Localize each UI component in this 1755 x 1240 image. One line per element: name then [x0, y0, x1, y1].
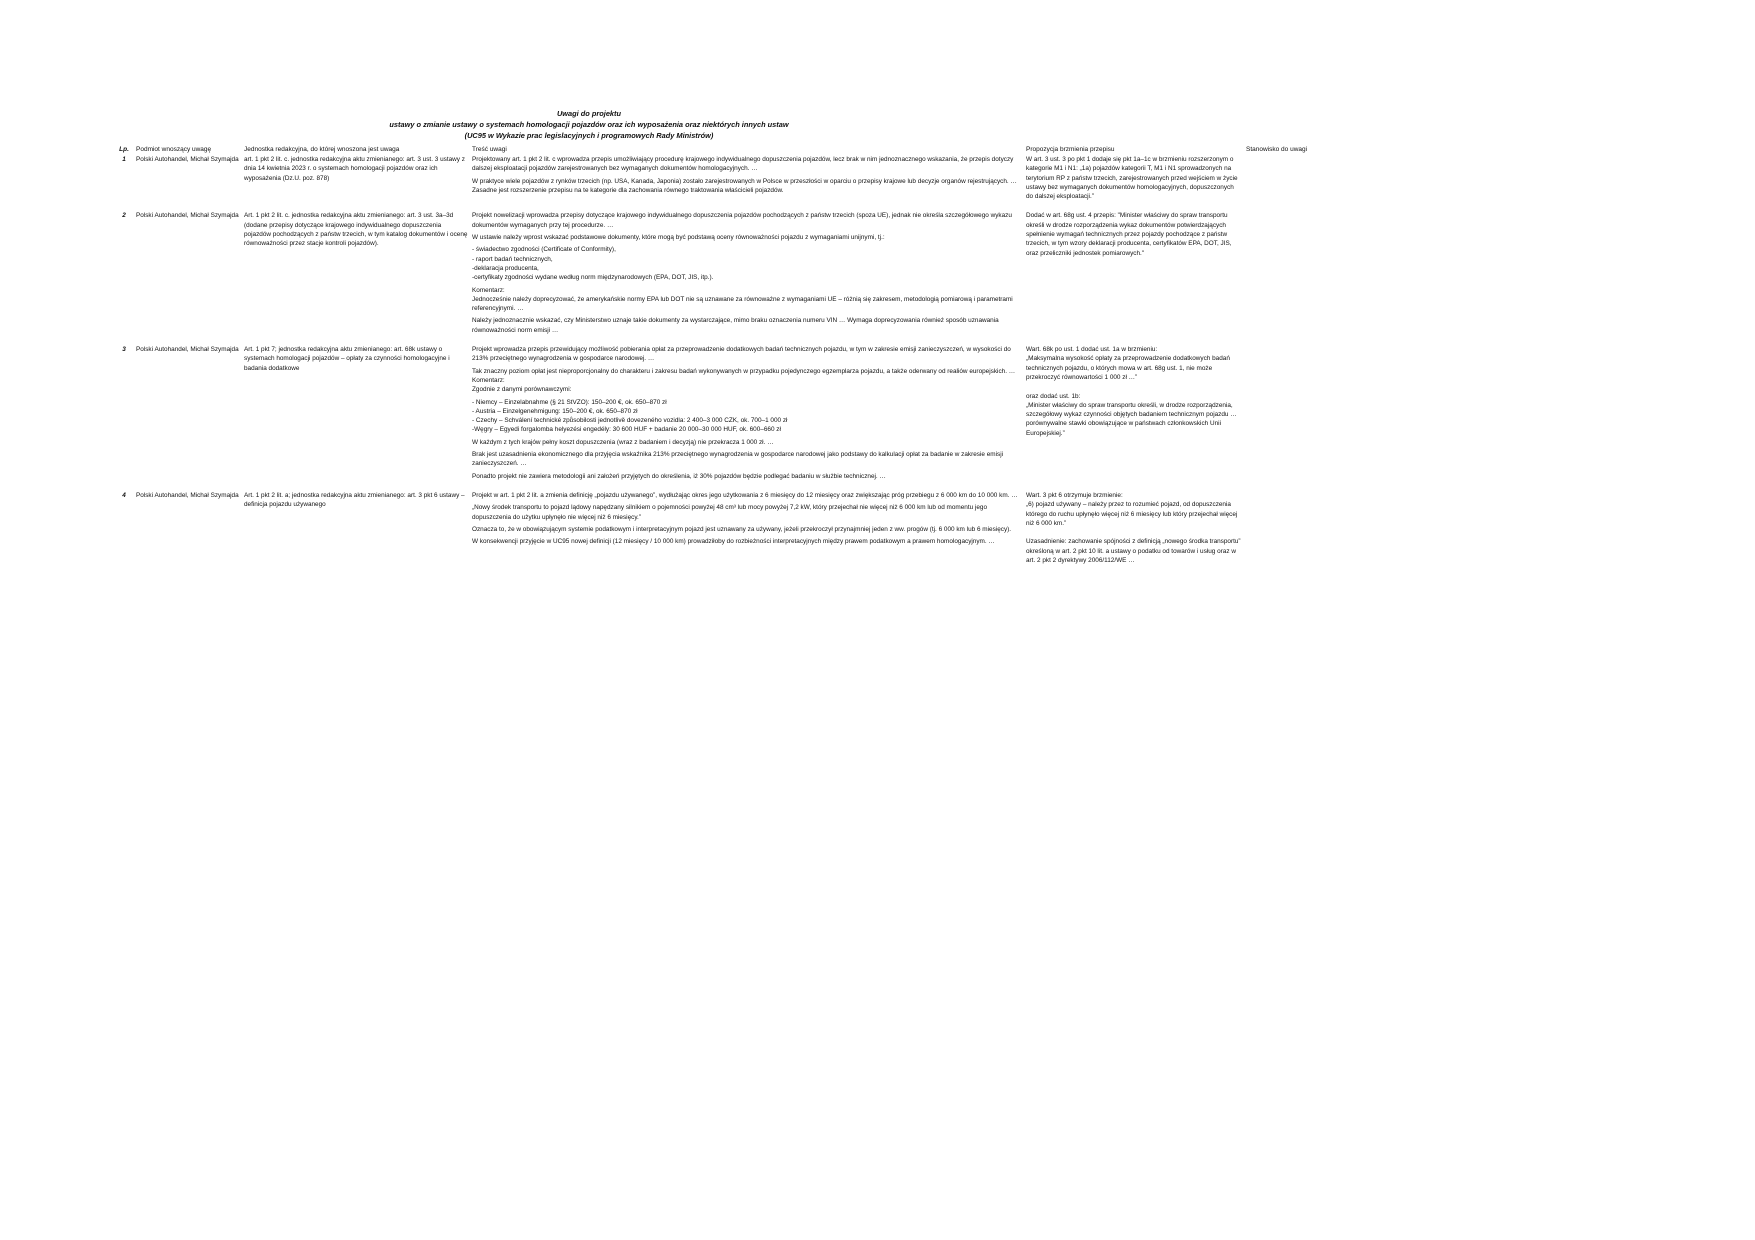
document-page	[114, 108, 1314, 574]
comment-paragraph: „Nowy środek transportu to pojazd lądowy napędzany silnikiem o pojemności powyżej 48 cm³ lub mocy powyżej 7,2 kW, który przejechał nie więcej niż 6 000 km lub od momentu jego dopuszczenia do użytku upłynęło nie więcej niż 6 miesięcy.”	[472, 504, 988, 521]
row-lp-text: 3	[122, 346, 126, 354]
header-proposal: Propozycja brzmienia przepisu	[1026, 146, 1115, 153]
row-submitter-text: Polski Autohandel, Michał Szymajda	[136, 212, 239, 220]
row-proposal	[1024, 154, 1244, 210]
comment-paragraph: Komentarz: Jednocześnie należy doprecyzować, że amerykańskie normy EPA lub DOT nie są uznawane za równoważne z wymaganiami UE – różnią się zakresem, metodologią pomiarową i parametrami referencyjnymi. …	[472, 286, 1013, 313]
header-position: Stanowisko do uwagi	[1246, 146, 1308, 153]
row-lp	[114, 344, 134, 490]
row-submitter	[134, 154, 242, 210]
row-comment	[470, 210, 1024, 344]
header-unit: Jednostka redakcyjna, do której wnoszona jest uwaga	[244, 146, 400, 153]
row-submitter-text: Polski Autohandel, Michał Szymajda	[136, 156, 239, 163]
document-title: Uwagi do projektu	[556, 109, 622, 118]
row-unit	[242, 344, 470, 490]
row-proposal-text: Dodać w art. 68g ust. 4 przepis: "Minister właściwy do spraw transportu określi w drodze rozporządzenia wykaz dokumentów potwierdzających spełnienie wymagań technicznych przez pojazdy pochodzące z państw trzecich, w tym wzory deklaracji producenta, certyfikatów EPA, DOT, JIS, oraz przeliczniki jednostek pomiarowych."	[1026, 212, 1232, 257]
row-submitter	[134, 210, 242, 344]
document-subtitle: ustawy o zmianie ustawy o systemach homologacji pojazdów oraz ich wyposażenia oraz niektórych innych ustaw	[389, 120, 789, 129]
row-proposal-text: W art. 3 ust. 3 po pkt 1 dodaje się pkt 1a–1c w brzmieniu rozszerzonym o kategorie M1 i N1: „1a) pojazdów kategorii T, M1 i N1 sprowadzonych na terytorium RP z państw trzecich, zarejestrowanych przed wejściem w życie ustawy bez wymaganych dokumentów homologacyjnych, dopuszczonych do dalszej eksploatacji.”	[1026, 156, 1238, 201]
row-proposal-text: Wart. 3 pkt 6 otrzymuje brzmienie: „6) pojazd używany – należy przez to rozumieć pojazd, od dopuszczenia którego do ruchu upłynęło więcej niż 6 miesięcy lub który przejechał więcej niż 6 000 km.” Uzasadnienie: zachowanie spójności z definicją „nowego środka transportu” określoną w art. 2 pkt 10 lit. a ustawy o podatku od towarów i usług oraz w art. 2 pkt 2 dyrektywy 2006/112/WE …	[1026, 491, 1241, 564]
row-lp-text: 2	[122, 212, 126, 220]
row-unit	[242, 490, 470, 574]
table-row	[114, 154, 1314, 210]
row-position	[1244, 210, 1314, 344]
row-position	[1244, 490, 1314, 574]
comment-paragraph: W ustawie należy wprost wskazać podstawowe dokumenty, które mogą być podstawą oceny równoważności pojazdu z wymaganiami unijnymi, tj.:	[472, 234, 885, 242]
row-proposal	[1024, 210, 1244, 344]
comments-table	[114, 145, 1314, 574]
comment-paragraph: W konsekwencji przyjęcie w UC95 nowej definicji (12 miesięcy / 10 000 km) prowadziłoby do rozbieżności interpretacyjnych między prawem podatkowym a prawem homologacyjnym. …	[472, 538, 995, 546]
row-submitter	[134, 344, 242, 490]
row-comment	[470, 154, 1024, 210]
table-header-row	[114, 145, 1314, 154]
row-submitter	[134, 490, 242, 574]
comment-paragraph: - Niemcy – Einzelabnahme (§ 21 StVZO): 150–200 €, ok. 650–870 zł - Austria – Einzelgenehmigung: 150–200 €, ok. 650–870 zł - Czechy – Schválení technické způsobilosti jednotlivě dovezeného vozidla: 2 400–3 000 CZK, ok. 700–1 000 zł -Węgry – Egyedi forgalomba helyezési engedély: 30 600 HUF + badanie 20 000–30 000 HUF, ok. 600–660 zł	[472, 398, 788, 434]
table-row	[114, 344, 1314, 490]
row-lp	[114, 154, 134, 210]
row-submitter-text: Polski Autohandel, Michał Szymajda	[136, 346, 239, 354]
row-proposal	[1024, 490, 1244, 574]
header-comment: Treść uwagi	[472, 146, 507, 153]
row-unit-text: Art. 1 pkt 7; jednostka redakcyjna aktu zmienianego: art. 68k ustawy o systemach homologacji pojazdów – opłaty za czynności homologacyjne i badania dodatkowe	[244, 346, 450, 372]
row-unit	[242, 154, 470, 210]
row-lp	[114, 490, 134, 574]
comment-paragraph: Tak znaczny poziom opłat jest nieproporcjonalny do charakteru i zakresu badań wykonywanych w przypadku pojedynczego egzemplarza pojazdu, a także oderwany od realiów europejskich. … Komentarz: Zgodnie z danymi porównawczymi:	[472, 367, 1016, 394]
row-lp-text: 4	[122, 491, 126, 499]
table-body	[114, 154, 1314, 574]
comment-paragraph: Oznacza to, że w obowiązującym systemie podatkowym i interpretacyjnym pojazd jest uznawany za używany, jeżeli przekroczył przynajmniej jeden z ww. progów (tj. 6 000 km lub 6 miesięcy).	[472, 525, 1012, 533]
header-submitter: Podmiot wnoszący uwagę	[136, 146, 212, 153]
document-title-block	[264, 108, 914, 141]
row-unit	[242, 210, 470, 344]
comment-paragraph: Projekt nowelizacji wprowadza przepisy dotyczące krajowego indywidualnego dopuszczenia pojazdów pochodzących z państw trzecich (spoza UE), jednak nie określa szczegółowego wykazu dokumentów wymaganych przy tej procedurze. …	[472, 212, 1012, 229]
comment-paragraph: Projekt w art. 1 pkt 2 lit. a zmienia definicję „pojazdu używanego”, wydłużając okres jego użytkowania z 6 miesięcy do 12 miesięcy oraz zwiększając próg przebiegu z 6 000 km do 10 000 km. …	[472, 491, 1018, 499]
row-position	[1244, 154, 1314, 210]
row-lp	[114, 210, 134, 344]
row-lp-text: 1	[122, 156, 126, 163]
comment-paragraph: Brak jest uzasadnienia ekonomicznego dla przyjęcia wskaźnika 213% przeciętnego wynagrodzenia w gospodarce narodowej jako podstawy do kalkulacji opłat za badanie w zakresie emisji zanieczyszczeń. …	[472, 451, 1004, 468]
row-proposal	[1024, 344, 1244, 490]
row-position	[1244, 344, 1314, 490]
row-unit-text: art. 1 pkt 2 lit. c. jednostka redakcyjna aktu zmienianego: art. 3 ust. 3 ustawy z dnia 14 kwietnia 2023 r. o systemach homologacji pojazdów oraz ich wyposażenia (Dz.U. poz. 878)	[244, 156, 465, 182]
comment-paragraph: W każdym z tych krajów pełny koszt dopuszczenia (wraz z badaniem i decyzją) nie przekracza 1 000 zł. …	[472, 438, 774, 446]
row-comment	[470, 490, 1024, 574]
comment-paragraph: Projekt wprowadza przepis przewidujący możliwość pobierania opłat za przeprowadzenie dodatkowych badań technicznych pojazdu, w tym w zakresie emisji zanieczyszczeń, w wysokości do 213% przeciętnego wynagrodzenia w gospodarce narodowej. …	[472, 346, 1011, 363]
comment-paragraph: Ponadto projekt nie zawiera metodologii ani założeń przyjętych do określenia, iż 30% pojazdów będzie podlegać badaniu w służbie technicznej. …	[472, 472, 886, 480]
table-row	[114, 490, 1314, 574]
comment-paragraph: - świadectwo zgodności (Certificate of Conformity), - raport badań technicznych, -deklaracja producenta, -certyfikaty zgodności wydane według norm międzynarodowych (EPA, DOT, JIS, itp.).	[472, 246, 714, 282]
row-comment	[470, 344, 1024, 490]
table-row	[114, 210, 1314, 344]
row-unit-text: Art. 1 pkt 2 lit. a; jednostka redakcyjna aktu zmienianego: art. 3 pkt 6 ustawy – definicja pojazdu używanego	[244, 491, 465, 509]
row-proposal-text: Wart. 68k po ust. 1 dodać ust. 1a w brzmieniu: „Maksymalna wysokość opłaty za przeprowadzenie dodatkowych badań technicznych pojazdu, o których mowa w art. 68g ust. 1, nie może przekroczyć równowartości 1 000 zł …” oraz dodać ust. 1b: „Minister właściwy do spraw transportu określi, w drodze rozporządzenia, szczegółowy wykaz czynności objętych badaniem technicznym pojazdu … porównywalne stawki obowiązujące w państwach członkowskich Unii Europejskiej.”	[1026, 346, 1237, 437]
comment-paragraph: Projektowany art. 1 pkt 2 lit. c wprowadza przepis umożliwiający procedurę krajowego indywidualnego dopuszczenia pojazdów, lecz brak w nim jednoznacznego wskazania, że przepis dotyczy dalszej eksploatacji pojazdów zarejestrowanych bez wymaganych dokumentów homologacyjnych. …	[472, 156, 1014, 173]
row-unit-text: Art. 1 pkt 2 lit. c. jednostka redakcyjna aktu zmienianego: art. 3 ust. 3a–3d (dodane przepisy dotyczące krajowego indywidualnego dopuszczenia pojazdów pochodzących z państw trzecich, w tym katalog dokumentów i ocenę równoważności przez stacje kontroli pojazdów).	[244, 212, 468, 248]
row-submitter-text: Polski Autohandel, Michał Szymajda	[136, 491, 239, 499]
comment-paragraph: W praktyce wiele pojazdów z rynków trzecich (np. USA, Kanada, Japonia) zostało zarejestrowanych w Polsce w przeszłości w oparciu o przepisy krajowe lub decyzje organów rejestrujących. … Zasadne jest rozszerzenie przepisu na te kategorie dla zachowania równego traktowania właścicieli pojazdów.	[472, 177, 1017, 194]
header-lp: Lp.	[119, 146, 129, 153]
comment-paragraph: Należy jednoznacznie wskazać, czy Ministerstwo uznaje takie dokumenty za wystarczające, mimo braku oznaczenia numeru VIN … Wymaga doprecyzowania również sposób uznawania równoważności norm emisji …	[472, 317, 999, 334]
document-reference: (UC95 w Wykazie prac legislacyjnych i programowych Rady Ministrów)	[464, 131, 714, 140]
